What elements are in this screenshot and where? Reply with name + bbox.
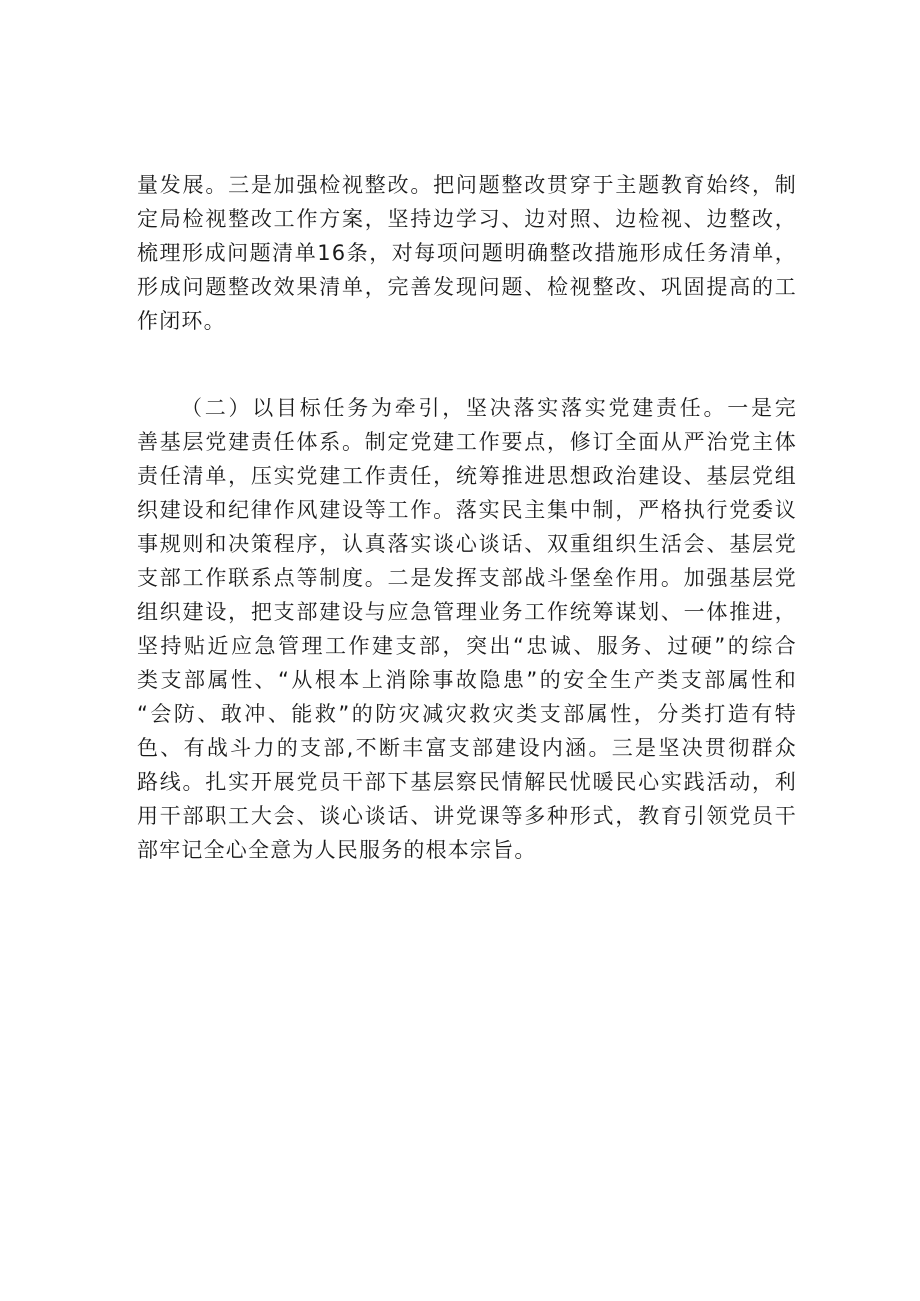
paragraph-1-line: 定局检视整改工作方案，坚持边学习、边对照、边检视、边整改， (137, 207, 797, 231)
paragraph-2 (137, 391, 797, 867)
paragraph-1-line: 量发展。三是加强检视整改。把问题整改贯穿于主题教育始终，制 (137, 173, 797, 197)
paragraph-1 (137, 168, 797, 338)
paragraph-1-line: 梳理形成问题清单16条，对每项问题明确整改措施形成任务清单， (137, 241, 797, 265)
paragraph-2-line: 支部工作联系点等制度。二是发挥支部战斗堡垒作用。加强基层党 (137, 566, 797, 590)
paragraph-2-first-line: （二）以目标任务为牵引，坚决落实落实党建责任。一是完 (181, 396, 797, 420)
paragraph-2-line: 路线。扎实开展党员干部下基层察民情解民忧暖民心实践活动，利 (137, 770, 797, 794)
paragraph-2-line: 色、有战斗力的支部,不断丰富支部建设内涵。三是坚决贯彻群众 (137, 736, 797, 760)
paragraph-1-line: 作闭环。 (137, 309, 226, 333)
paragraph-1-line: 形成问题整改效果清单，完善发现问题、检视整改、巩固提高的工 (137, 275, 797, 299)
paragraph-2-line: 部牢记全心全意为人民服务的根本宗旨。 (137, 838, 537, 862)
paragraph-2-line: 事规则和决策程序，认真落实谈心谈话、双重组织生活会、基层党 (137, 532, 797, 556)
paragraph-2-line: 类支部属性、“从根本上消除事故隐患”的安全生产类支部属性和 (137, 668, 797, 692)
paragraph-2-line: 责任清单，压实党建工作责任，统筹推进思想政治建设、基层党组 (137, 464, 797, 488)
paragraph-2-line: “会防、敢冲、能救”的防灾减灾救灾类支部属性，分类打造有特 (137, 702, 797, 726)
paragraph-2-line: 织建设和纪律作风建设等工作。落实民主集中制，严格执行党委议 (137, 498, 797, 522)
paragraph-2-line: 组织建设，把支部建设与应急管理业务工作统筹谋划、一体推进， (137, 600, 797, 624)
paragraph-2-line: 善基层党建责任体系。制定党建工作要点，修订全面从严治党主体 (137, 430, 797, 454)
paragraph-2-line: 用干部职工大会、谈心谈话、讲党课等多种形式，教育引领党员干 (137, 804, 797, 828)
paragraph-2-line: 坚持贴近应急管理工作建支部，突出“忠诚、服务、过硬”的综合 (137, 634, 797, 658)
